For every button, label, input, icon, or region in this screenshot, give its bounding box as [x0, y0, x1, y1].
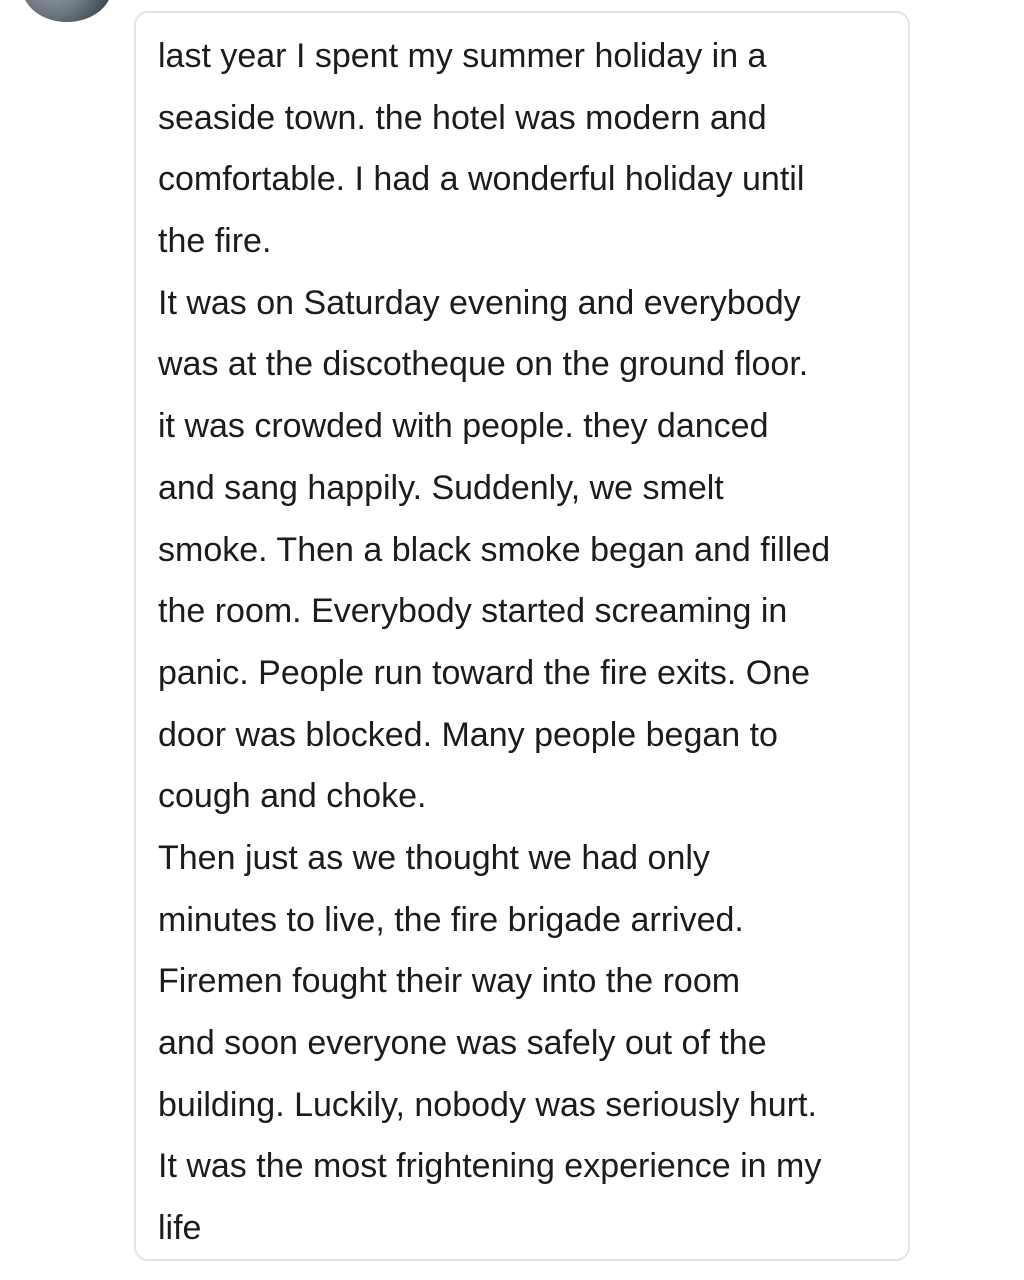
message-line: was at the discotheque on the ground floor.	[158, 345, 809, 384]
message-line: minutes to live, the fire brigade arrived.	[158, 900, 744, 939]
message-line: and soon everyone was safely out of the	[158, 1024, 767, 1062]
message-line: building. Luckily, nobody was seriously hurt.	[158, 1085, 817, 1124]
message-line: seaside town. the hotel was modern and	[158, 98, 767, 137]
message-line: life	[158, 1209, 202, 1248]
message-text	[158, 26, 830, 1260]
message-line: smoke. Then a black smoke began and filled	[158, 530, 831, 569]
message-line: the room. Everybody started screaming in	[158, 592, 788, 631]
message-line: panic. People run toward the fire exits. One	[158, 653, 811, 692]
message-line: It was the most frightening experience in my	[158, 1147, 822, 1186]
message-line: and sang happily. Suddenly, we smelt	[158, 468, 724, 507]
message-line: comfortable. I had a wonderful holiday until	[158, 160, 805, 199]
message-line: It was on Saturday evening and everybody	[158, 283, 801, 322]
message-line: the fire.	[158, 222, 272, 261]
message-bubble[interactable]	[134, 11, 910, 1261]
message-line: door was blocked. Many people began to	[158, 715, 778, 754]
message-line: Firemen fought their way into the room	[158, 962, 741, 1001]
avatar[interactable]	[22, 0, 112, 22]
message-line: it was crowded with people. they danced	[158, 407, 769, 446]
message-line: last year I spent my summer holiday in a	[158, 37, 767, 75]
message-line: Then just as we thought we had only	[158, 838, 710, 877]
message-line: cough and choke.	[158, 777, 427, 816]
